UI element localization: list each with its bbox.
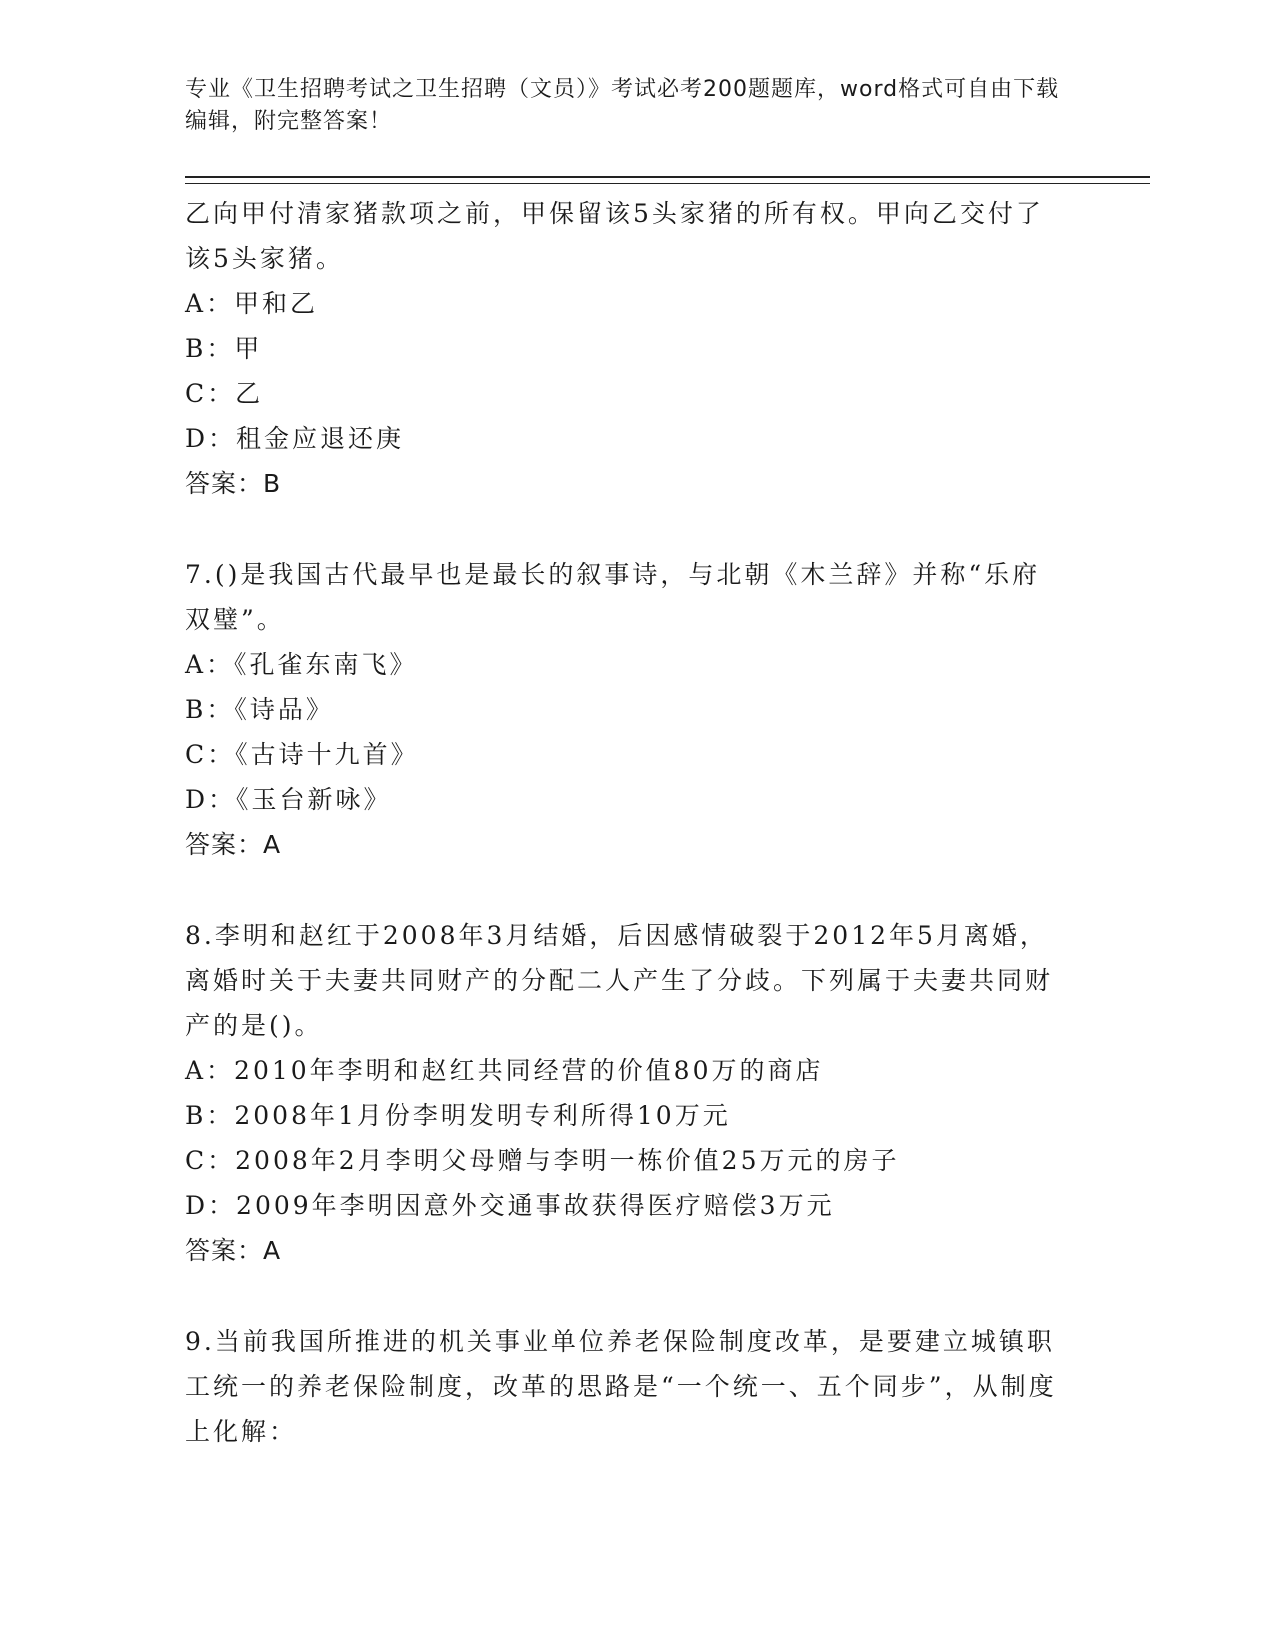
question-fragment [185,191,1065,506]
answer-label: 答案：A [185,830,282,859]
document-header: 专业《卫生招聘考试之卫生招聘（文员）》考试必考200题题库，word格式可自由下载编辑，附完整答案！ [185,77,1060,134]
question-9 [185,1319,1065,1454]
header-rule-thin [185,183,1150,184]
question-text: 8.李明和赵红于2008年3月结婚，后因感情破裂于2012年5月离婚，离婚时关于夫妻共同财产的分配二人产生了分歧。下列属于夫妻共同财产的是()。 [185,921,1054,1040]
question-text: 9.当前我国所推进的机关事业单位养老保险制度改革，是要建立城镇职工统一的养老保险制度，改革的思路是“一个统一、五个同步”，从制度上化解： [185,1327,1057,1446]
document-body [185,191,1065,1454]
option-c: C：2008年2月李明父母赠与李明一栋价值25万元的房子 [185,1146,900,1175]
option-c: C：《古诗十九首》 [185,740,419,769]
option-b: B：《诗品》 [185,695,334,724]
answer-label: 答案：A [185,1236,282,1265]
option-b: B：甲 [185,334,263,363]
option-d: D：2009年李明因意外交通事故获得医疗赔偿3万元 [185,1191,835,1220]
option-d: D：《玉台新咏》 [185,785,392,814]
option-a: A：《孔雀东南飞》 [185,650,418,679]
question-text: 乙向甲付清家猪款项之前，甲保留该5头家猪的所有权。甲向乙交付了该5头家猪。 [185,199,1044,273]
option-d: D：租金应退还庚 [185,424,405,453]
option-c: C：乙 [185,379,264,408]
question-7 [185,552,1065,867]
option-a: A：甲和乙 [185,289,319,318]
question-text: 7.()是我国古代最早也是最长的叙事诗，与北朝《木兰辞》并称“乐府双璧”。 [185,560,1041,634]
header-rule-thick [185,176,1150,178]
option-b: B：2008年1月份李明发明专利所得10万元 [185,1101,731,1130]
option-a: A：2010年李明和赵红共同经营的价值80万的商店 [185,1056,824,1085]
answer-label: 答案：B [185,469,282,498]
question-8 [185,913,1065,1273]
